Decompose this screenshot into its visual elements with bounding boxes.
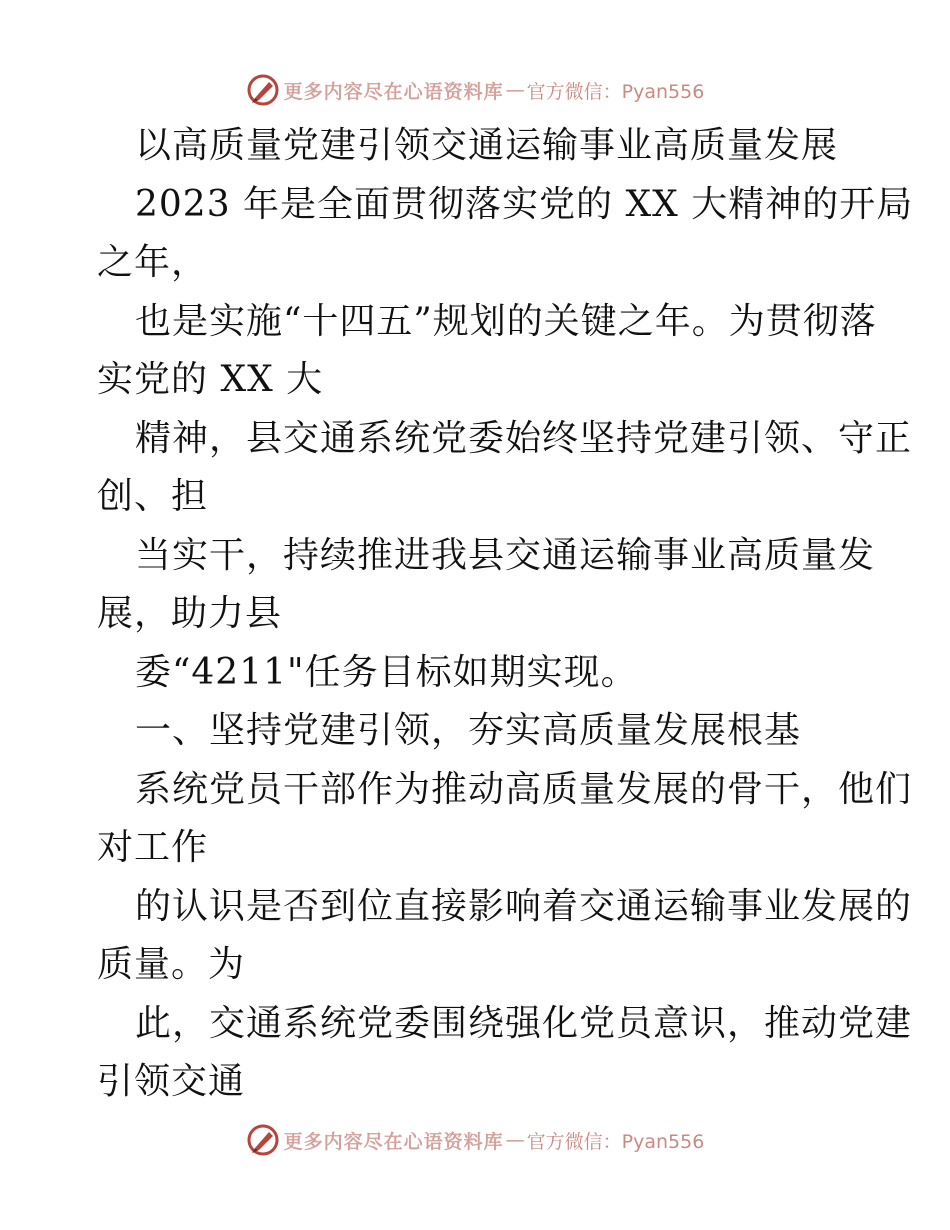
pen-logo-icon	[246, 73, 280, 107]
paragraph-line: 委“4211"任务目标如期实现。	[135, 652, 638, 693]
header-watermark	[0, 70, 950, 110]
paragraph-line: 2023 年是全面贯彻落实党的 XX 大精神的开局	[135, 184, 914, 225]
paragraph-line: 创、担	[97, 476, 209, 517]
paragraph-line: 此，交通系统党委围绕强化党员意识，推动党建	[135, 1003, 913, 1044]
paragraph-line: 当实干，持续推进我县交通运输事业高质量发	[135, 535, 876, 576]
header-wechat-text: 官方微信：Pyan556	[526, 80, 705, 103]
paragraph-line: 系统党员干部作为推动高质量发展的骨干，他们	[135, 769, 913, 810]
section-heading: 一、坚持党建引领，夯实高质量发展根基	[135, 710, 802, 751]
footer-wechat-text: 官方微信：Pyan556	[526, 1130, 705, 1153]
paragraph-line: 之年，	[97, 242, 209, 283]
paragraph-line: 引领交通	[97, 1061, 246, 1102]
footer-dash: —	[505, 1129, 525, 1151]
paragraph-line: 对工作	[97, 827, 209, 868]
header-dash: —	[505, 79, 525, 101]
header-brand-text: 更多内容尽在心语资料库	[283, 80, 504, 103]
paragraph-line: 的认识是否到位直接影响着交通运输事业发展的	[135, 886, 913, 927]
paragraph-line: 实党的 XX 大	[97, 359, 324, 400]
footer-brand-text: 更多内容尽在心语资料库	[283, 1130, 504, 1153]
document-title: 以高质量党建引领交通运输事业高质量发展	[135, 125, 839, 166]
paragraph-line: 展，助力县	[97, 593, 283, 634]
footer-watermark	[0, 1120, 950, 1160]
pen-logo-icon	[246, 1123, 280, 1157]
paragraph-line: 精神，县交通系统党委始终坚持党建引领、守正	[135, 418, 913, 459]
paragraph-line: 质量。为	[97, 944, 246, 985]
paragraph-line: 也是实施“十四五”规划的关键之年。为贯彻落	[135, 301, 877, 342]
